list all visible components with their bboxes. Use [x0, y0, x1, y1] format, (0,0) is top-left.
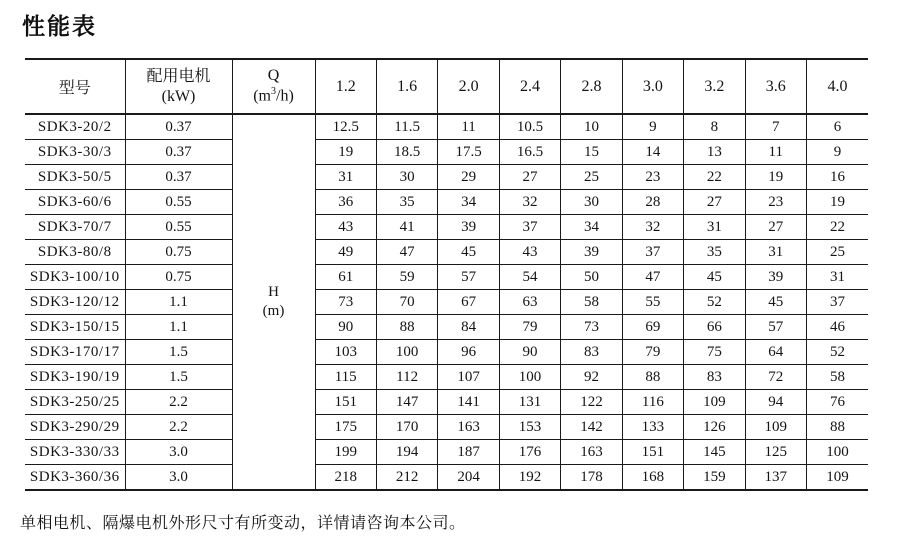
- table-row: [25, 240, 868, 265]
- head-value-cell: 12.5: [315, 114, 376, 140]
- head-value-cell: 9: [807, 140, 869, 165]
- head-value-cell: 19: [745, 165, 806, 190]
- q-unit-open: (m: [253, 87, 271, 105]
- head-value-cell: 125: [745, 440, 806, 465]
- model-cell: SDK3-250/25: [25, 390, 125, 415]
- head-value-cell: 96: [438, 340, 499, 365]
- header-motor-line2: (kW): [161, 87, 196, 105]
- head-value-cell: 37: [499, 215, 560, 240]
- table-row: [25, 165, 868, 190]
- motor-kw-cell: 0.75: [125, 240, 232, 265]
- head-value-cell: 28: [622, 190, 683, 215]
- head-value-cell: 58: [561, 290, 622, 315]
- head-value-cell: 116: [622, 390, 683, 415]
- head-value-cell: 133: [622, 415, 683, 440]
- table-row: [25, 265, 868, 290]
- motor-kw-cell: 1.5: [125, 365, 232, 390]
- head-value-cell: 35: [684, 240, 745, 265]
- head-value-cell: 73: [315, 290, 376, 315]
- head-value-cell: 39: [561, 240, 622, 265]
- head-value-cell: 45: [684, 265, 745, 290]
- motor-kw-cell: 2.2: [125, 415, 232, 440]
- head-value-cell: 43: [315, 215, 376, 240]
- table-header: [25, 59, 868, 114]
- head-value-cell: 147: [376, 390, 437, 415]
- head-value-cell: 141: [438, 390, 499, 415]
- table-row: [25, 390, 868, 415]
- head-value-cell: 100: [807, 440, 869, 465]
- table-row: [25, 315, 868, 340]
- header-flow-value: 2.0: [438, 59, 499, 114]
- head-value-cell: 32: [499, 190, 560, 215]
- head-value-cell: 47: [376, 240, 437, 265]
- table-row: [25, 340, 868, 365]
- head-value-cell: 7: [745, 114, 806, 140]
- head-value-cell: 75: [684, 340, 745, 365]
- head-value-cell: 59: [376, 265, 437, 290]
- head-value-cell: 107: [438, 365, 499, 390]
- head-value-cell: 11.5: [376, 114, 437, 140]
- head-value-cell: 17.5: [438, 140, 499, 165]
- head-value-cell: 94: [745, 390, 806, 415]
- head-value-cell: 153: [499, 415, 560, 440]
- head-value-cell: 15: [561, 140, 622, 165]
- head-value-cell: 70: [376, 290, 437, 315]
- model-cell: SDK3-330/33: [25, 440, 125, 465]
- head-value-cell: 36: [315, 190, 376, 215]
- head-value-cell: 49: [315, 240, 376, 265]
- head-value-cell: 31: [745, 240, 806, 265]
- head-value-cell: 10.5: [499, 114, 560, 140]
- header-flow-q: [232, 59, 315, 114]
- model-cell: SDK3-50/5: [25, 165, 125, 190]
- motor-kw-cell: 0.37: [125, 114, 232, 140]
- model-cell: SDK3-60/6: [25, 190, 125, 215]
- motor-kw-cell: 0.75: [125, 265, 232, 290]
- header-flow-value: 3.2: [684, 59, 745, 114]
- head-value-cell: 16: [807, 165, 869, 190]
- head-value-cell: 64: [745, 340, 806, 365]
- header-flow-value: 2.8: [561, 59, 622, 114]
- table-row: [25, 365, 868, 390]
- head-value-cell: 45: [438, 240, 499, 265]
- head-value-cell: 79: [622, 340, 683, 365]
- head-value-cell: 73: [561, 315, 622, 340]
- head-value-cell: 11: [438, 114, 499, 140]
- head-value-cell: 115: [315, 365, 376, 390]
- head-value-cell: 31: [315, 165, 376, 190]
- header-model: [25, 59, 125, 114]
- head-value-cell: 84: [438, 315, 499, 340]
- head-value-cell: 199: [315, 440, 376, 465]
- motor-kw-cell: 1.1: [125, 315, 232, 340]
- table-row: [25, 114, 868, 140]
- motor-kw-cell: 1.5: [125, 340, 232, 365]
- head-value-cell: 175: [315, 415, 376, 440]
- head-value-cell: 35: [376, 190, 437, 215]
- head-value-cell: 159: [684, 465, 745, 491]
- model-cell: SDK3-30/3: [25, 140, 125, 165]
- head-value-cell: 30: [561, 190, 622, 215]
- header-q-unit: [233, 86, 315, 106]
- head-value-cell: 25: [561, 165, 622, 190]
- head-value-cell: 18.5: [376, 140, 437, 165]
- footer-note: 单相电机、隔爆电机外形尺寸有所变动，详情请咨询本公司。: [20, 515, 466, 532]
- head-value-cell: 109: [745, 415, 806, 440]
- head-value-cell: 41: [376, 215, 437, 240]
- head-value-cell: 122: [561, 390, 622, 415]
- table-body: [25, 114, 868, 490]
- motor-kw-cell: 3.0: [125, 440, 232, 465]
- head-value-cell: 100: [499, 365, 560, 390]
- head-value-cell: 103: [315, 340, 376, 365]
- head-value-cell: 23: [745, 190, 806, 215]
- head-value-cell: 79: [499, 315, 560, 340]
- motor-kw-cell: 2.2: [125, 390, 232, 415]
- header-flow-value: 1.6: [376, 59, 437, 114]
- q-unit-sup: 3: [271, 86, 276, 98]
- head-value-cell: 109: [684, 390, 745, 415]
- head-value-cell: 142: [561, 415, 622, 440]
- head-value-cell: 43: [499, 240, 560, 265]
- head-value-cell: 212: [376, 465, 437, 491]
- head-value-cell: 8: [684, 114, 745, 140]
- head-value-cell: 31: [807, 265, 869, 290]
- model-cell: SDK3-360/36: [25, 465, 125, 491]
- head-value-cell: 27: [745, 215, 806, 240]
- head-value-cell: 22: [807, 215, 869, 240]
- header-flow-value: 4.0: [807, 59, 869, 114]
- head-value-cell: 178: [561, 465, 622, 491]
- header-model-label: 型号: [58, 80, 91, 97]
- head-value-cell: 151: [315, 390, 376, 415]
- head-value-cell: 27: [499, 165, 560, 190]
- head-value-cell: 176: [499, 440, 560, 465]
- head-value-cell: 54: [499, 265, 560, 290]
- model-cell: SDK3-190/19: [25, 365, 125, 390]
- head-unit: (m): [262, 303, 285, 319]
- head-value-cell: 145: [684, 440, 745, 465]
- head-value-cell: 163: [438, 415, 499, 440]
- head-value-cell: 55: [622, 290, 683, 315]
- table-row: [25, 440, 868, 465]
- head-value-cell: 83: [684, 365, 745, 390]
- motor-kw-cell: 0.37: [125, 165, 232, 190]
- head-value-cell: 88: [807, 415, 869, 440]
- head-value-cell: 22: [684, 165, 745, 190]
- header-q-symbol: Q: [267, 67, 280, 85]
- head-value-cell: 88: [376, 315, 437, 340]
- head-value-cell: 9: [622, 114, 683, 140]
- head-value-cell: 112: [376, 365, 437, 390]
- head-value-cell: 218: [315, 465, 376, 491]
- motor-kw-cell: 3.0: [125, 465, 232, 491]
- head-value-cell: 16.5: [499, 140, 560, 165]
- model-cell: SDK3-150/15: [25, 315, 125, 340]
- head-value-cell: 90: [499, 340, 560, 365]
- head-value-cell: 66: [684, 315, 745, 340]
- head-value-cell: 109: [807, 465, 869, 491]
- head-value-cell: 151: [622, 440, 683, 465]
- head-value-cell: 19: [315, 140, 376, 165]
- head-value-cell: 34: [561, 215, 622, 240]
- motor-kw-cell: 0.37: [125, 140, 232, 165]
- model-cell: SDK3-100/10: [25, 265, 125, 290]
- head-value-cell: 25: [807, 240, 869, 265]
- head-value-cell: 39: [745, 265, 806, 290]
- head-value-cell: 50: [561, 265, 622, 290]
- motor-kw-cell: 1.1: [125, 290, 232, 315]
- header-motor-power: [125, 59, 232, 114]
- head-value-cell: 192: [499, 465, 560, 491]
- model-cell: SDK3-290/29: [25, 415, 125, 440]
- model-cell: SDK3-20/2: [25, 114, 125, 140]
- head-value-cell: 83: [561, 340, 622, 365]
- head-value-cell: 30: [376, 165, 437, 190]
- head-value-cell: 126: [684, 415, 745, 440]
- header-row: [25, 59, 868, 114]
- head-value-cell: 29: [438, 165, 499, 190]
- header-flow-value: 3.6: [745, 59, 806, 114]
- table-row: [25, 215, 868, 240]
- head-value-cell: 131: [499, 390, 560, 415]
- head-value-cell: 57: [745, 315, 806, 340]
- header-flow-value: 1.2: [315, 59, 376, 114]
- head-value-cell: 67: [438, 290, 499, 315]
- head-value-cell: 72: [745, 365, 806, 390]
- head-value-cell: 92: [561, 365, 622, 390]
- head-value-cell: 204: [438, 465, 499, 491]
- table-row: [25, 415, 868, 440]
- head-value-cell: 52: [807, 340, 869, 365]
- head-value-cell: 19: [807, 190, 869, 215]
- head-value-cell: 100: [376, 340, 437, 365]
- head-value-cell: 170: [376, 415, 437, 440]
- head-value-cell: 76: [807, 390, 869, 415]
- head-unit-cell: [232, 114, 315, 490]
- head-value-cell: 137: [745, 465, 806, 491]
- head-value-cell: 52: [684, 290, 745, 315]
- model-cell: SDK3-170/17: [25, 340, 125, 365]
- head-value-cell: 168: [622, 465, 683, 491]
- head-value-cell: 187: [438, 440, 499, 465]
- page-title: 性能表: [22, 13, 97, 39]
- head-value-cell: 69: [622, 315, 683, 340]
- motor-kw-cell: 0.55: [125, 190, 232, 215]
- head-value-cell: 6: [807, 114, 869, 140]
- head-value-cell: 90: [315, 315, 376, 340]
- model-cell: SDK3-80/8: [25, 240, 125, 265]
- head-value-cell: 13: [684, 140, 745, 165]
- head-value-cell: 39: [438, 215, 499, 240]
- model-cell: SDK3-120/12: [25, 290, 125, 315]
- head-value-cell: 45: [745, 290, 806, 315]
- table-row: [25, 465, 868, 491]
- header-motor-line1: 配用电机: [146, 67, 211, 85]
- head-symbol: H: [268, 283, 279, 300]
- performance-table: [25, 58, 868, 491]
- head-value-cell: 46: [807, 315, 869, 340]
- head-value-cell: 27: [684, 190, 745, 215]
- head-value-cell: 10: [561, 114, 622, 140]
- motor-kw-cell: 0.55: [125, 215, 232, 240]
- head-value-cell: 37: [807, 290, 869, 315]
- head-value-cell: 58: [807, 365, 869, 390]
- table-row: [25, 140, 868, 165]
- head-value-cell: 34: [438, 190, 499, 215]
- head-value-cell: 88: [622, 365, 683, 390]
- head-value-cell: 32: [622, 215, 683, 240]
- head-value-cell: 57: [438, 265, 499, 290]
- head-value-cell: 61: [315, 265, 376, 290]
- head-value-cell: 37: [622, 240, 683, 265]
- head-value-cell: 163: [561, 440, 622, 465]
- head-value-cell: 14: [622, 140, 683, 165]
- head-value-cell: 63: [499, 290, 560, 315]
- head-value-cell: 47: [622, 265, 683, 290]
- head-value-cell: 11: [745, 140, 806, 165]
- head-value-cell: 31: [684, 215, 745, 240]
- table-row: [25, 190, 868, 215]
- head-value-cell: 23: [622, 165, 683, 190]
- header-flow-value: 3.0: [622, 59, 683, 114]
- model-cell: SDK3-70/7: [25, 215, 125, 240]
- q-unit-close: /h): [276, 87, 294, 105]
- table-row: [25, 290, 868, 315]
- header-flow-value: 2.4: [499, 59, 560, 114]
- head-value-cell: 194: [376, 440, 437, 465]
